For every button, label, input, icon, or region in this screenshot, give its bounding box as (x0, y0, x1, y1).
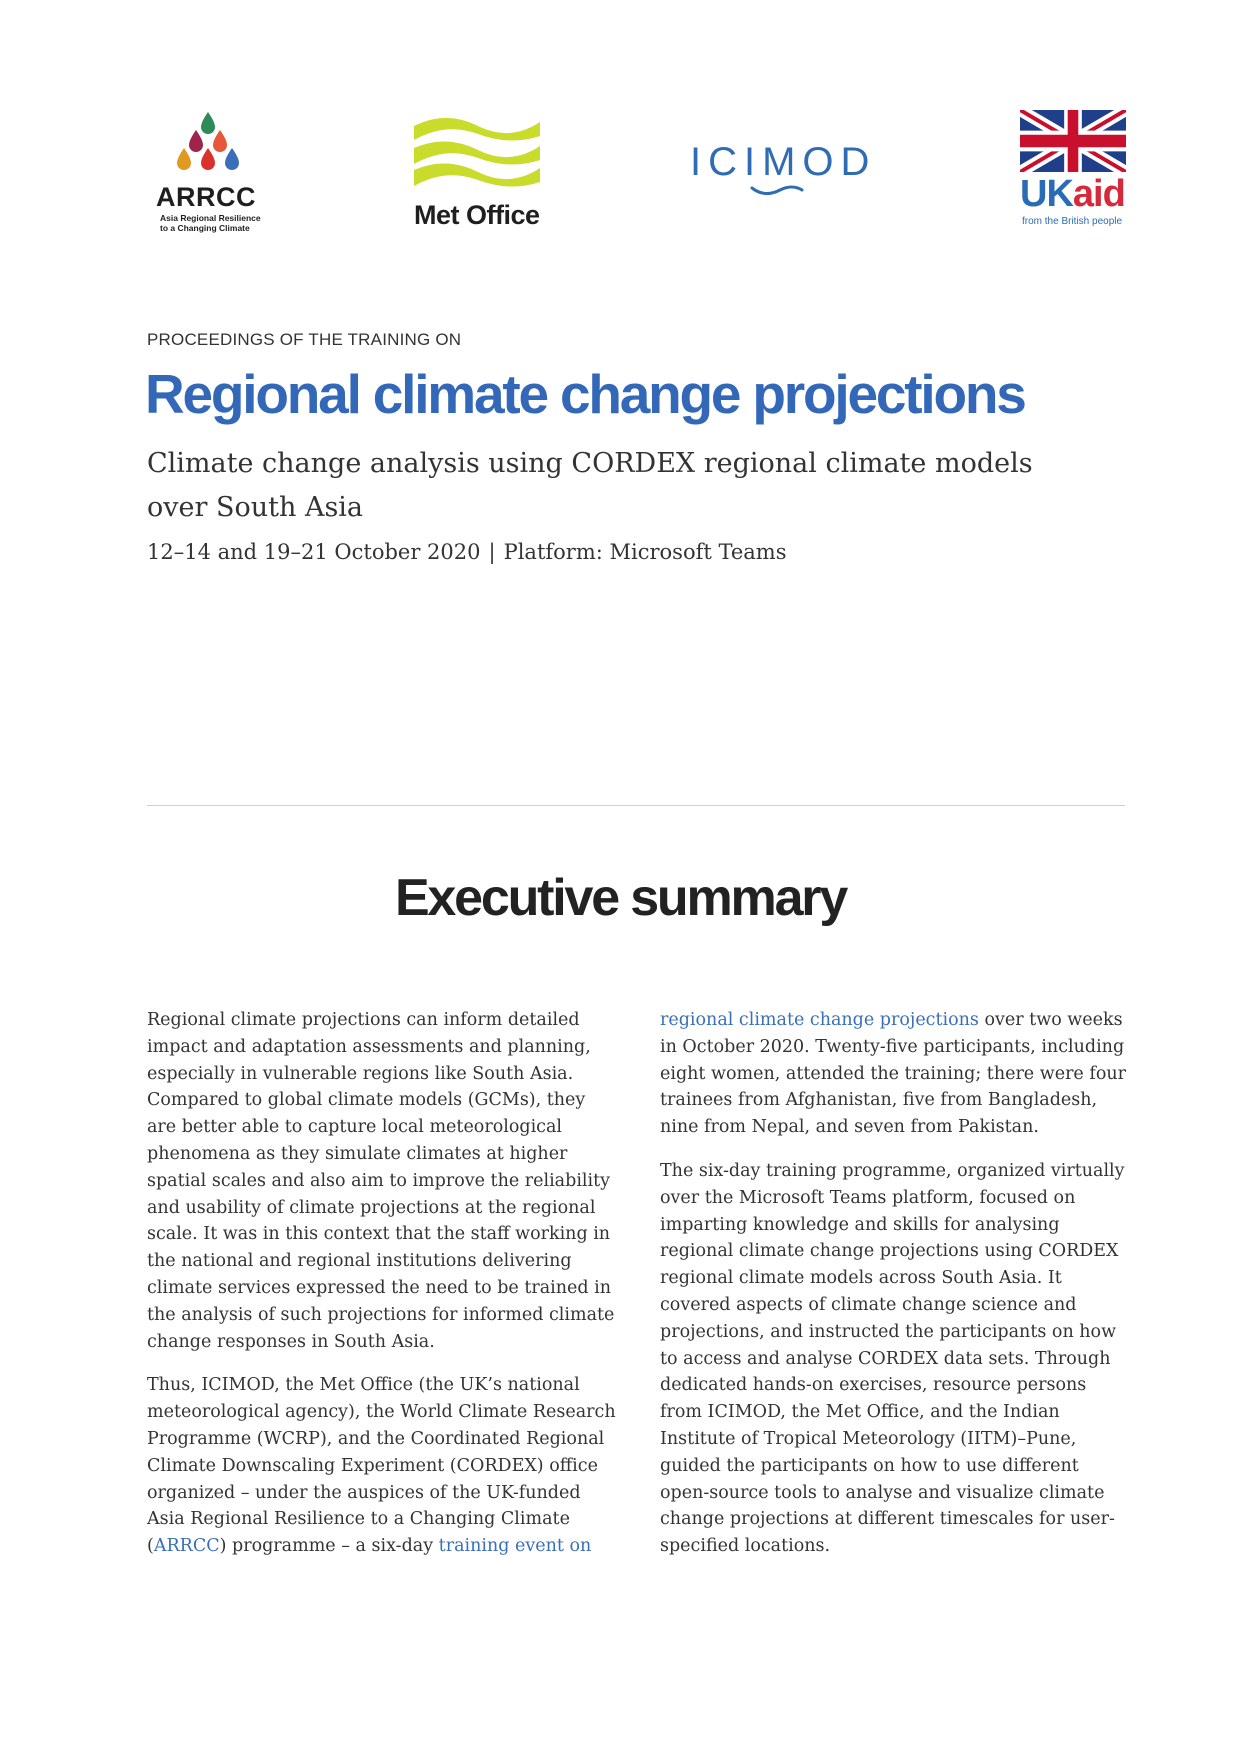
summary-paragraph-3: The six-day training programme, organized virtually over the Microsoft Teams platform, focused on imparting knowledge and skills for analysing regional climate change projections using CORDEX regional climate models across South Asia. It covered aspects of climate change science and projections, and instructed the participants on how to access and analyse CORDEX data sets. Through dedicated hands-on exercises, resource persons from ICIMOD, the Met Office, and the Indian Institute of Tropical Meteorology (IITM)–Pune, guided the participants on how to use different open-source tools to analyse and visualize climate change projections at different timescales for user-specified locations. (660, 1160, 1125, 1557)
separator: | (488, 540, 496, 564)
arrcc-wordmark: ARRCC (156, 182, 256, 212)
met-office-wordmark: Met Office (414, 200, 540, 230)
met-office-logo (412, 112, 552, 237)
proceedings-kicker: PROCEEDINGS OF THE TRAINING ON (147, 330, 462, 349)
icimod-wordmark: ICIMOD (690, 140, 877, 184)
arrcc-tagline: Asia Regional Resilience to a Changing Climate (160, 213, 261, 233)
section-divider (147, 805, 1125, 806)
summary-paragraph-2-part: Thus, ICIMOD, the Met Office (the UK’s national meteorological agency), the World Climate Research Programme (WCRP), and the Coordinated Regional Climate Downscaling Experiment (CORDEX) office organized – under the auspices of the UK-funded Asia Regional Resilience to a Changing Climate (ARRCC) programme – a six-day training event on (147, 1375, 616, 1557)
icimod-wave-icon (690, 182, 880, 202)
met-office-waves-icon (412, 112, 542, 194)
summary-paragraph-2-continued: regional climate change projections over two weeks in October 2020. Twenty-five participants, including eight women, attended the training; there were four trainees from Afghanistan, five from Bangladesh, nine from Nepal, and seven from Pakistan. (660, 1010, 1126, 1138)
ukaid-tagline: from the British people (1022, 216, 1123, 227)
event-platform: Platform: Microsoft Teams (503, 540, 787, 564)
ukaid-logo (1020, 110, 1130, 230)
event-dates-platform (147, 540, 786, 564)
executive-summary-heading: Executive summary (394, 869, 847, 927)
arrcc-logo (150, 108, 275, 233)
ukaid-wordmark: UKaid (1020, 173, 1125, 215)
summary-paragraph-1: Regional climate projections can inform detailed impact and adaptation assessments and planning, especially in vulnerable regions like South Asia. Compared to global climate models (GCMs), they are better able to capture local meteorological phenomena as they simulate climates at higher spatial scales and also aim to improve the reliability and usability of climate projections at the regional scale. It was in this context that the staff working in the national and regional institutions delivering climate services expressed the need to be trained in the analysis of such projections for informed climate change responses in South Asia. (147, 1010, 615, 1352)
page-title: Regional climate change projections (145, 363, 1025, 425)
summary-column-left (147, 1007, 617, 1577)
training-event-link-continued[interactable]: regional climate change projections (660, 1010, 979, 1030)
training-event-link-part[interactable]: training event on (438, 1536, 592, 1557)
arrcc-link[interactable]: ARRCC (153, 1536, 220, 1557)
arrcc-drops-icon (150, 108, 275, 183)
summary-column-right (660, 1007, 1130, 1577)
union-jack-flag-icon (1020, 110, 1126, 172)
page-subtitle: Climate change analysis using CORDEX regional climate models over South Asia (147, 448, 1033, 523)
partner-logos (0, 0, 1241, 260)
icimod-logo (690, 140, 880, 200)
event-dates: 12–14 and 19–21 October 2020 (147, 540, 481, 564)
